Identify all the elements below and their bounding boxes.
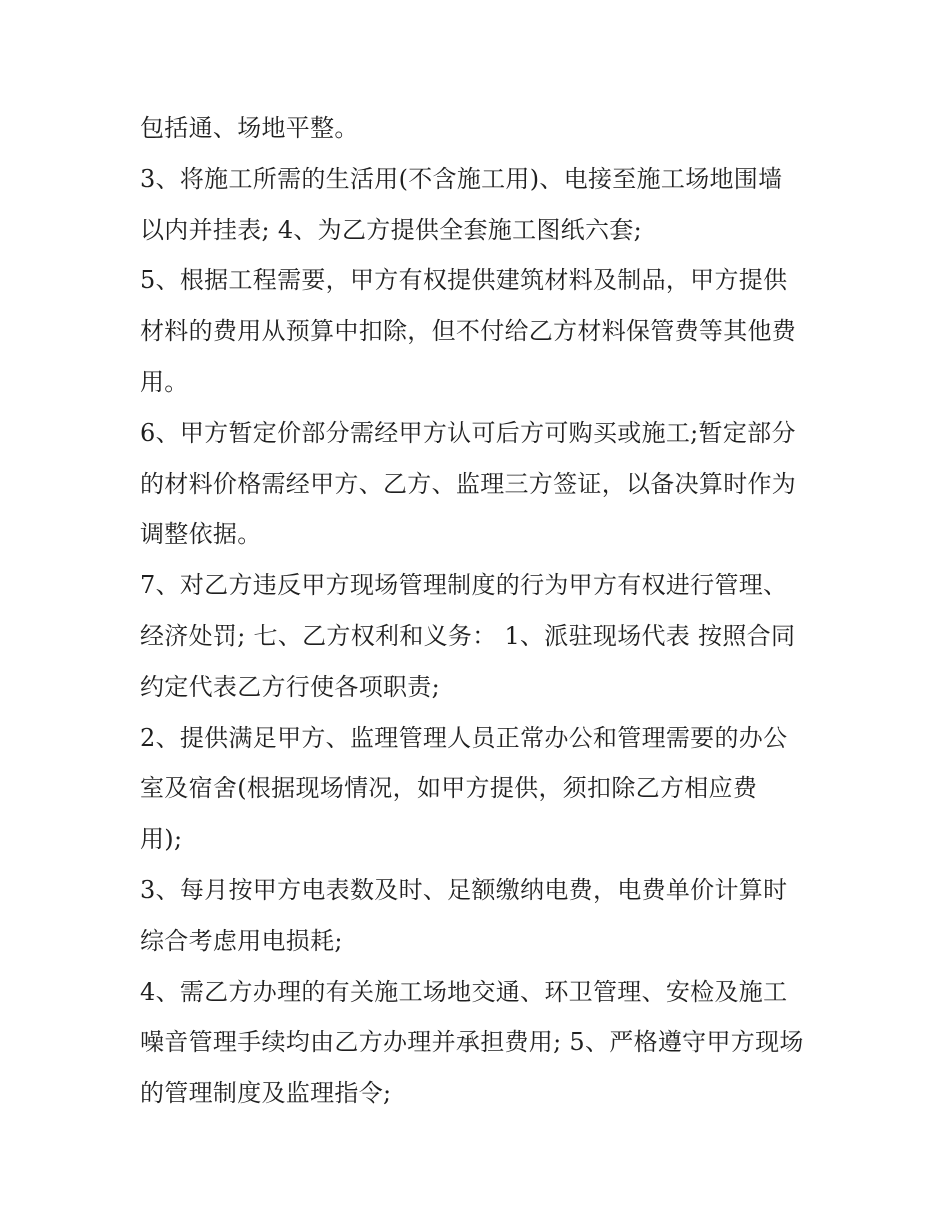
- text-line: 包括通、场地平整。: [140, 114, 359, 142]
- text-line: 综合考虑用电损耗;: [140, 926, 343, 955]
- text-line: 用);: [140, 825, 183, 854]
- text-line: 7、对乙方违反甲方现场管理制度的行为甲方有权进行管理、: [140, 571, 788, 600]
- text-line: 用。: [140, 367, 189, 396]
- text-line: 噪音管理手续均由乙方办理并承担费用; 5、严格遵守甲方现场: [140, 1028, 804, 1057]
- text-line: 3、将施工所需的生活用(不含施工用)、电接至施工场地围墙: [140, 164, 783, 193]
- text-line: 约定代表乙方行使各项职责;: [140, 672, 440, 701]
- text-line: 的管理制度及监理指令;: [140, 1079, 392, 1108]
- text-line: 经济处罚; 七、乙方权利和义务： 1、派驻现场代表 按照合同: [140, 621, 796, 650]
- text-line: 的材料价格需经甲方、乙方、监理三方签证，以备决算时作为: [140, 469, 797, 498]
- text-line: 3、每月按甲方电表数及时、足额缴纳电费，电费单价计算时: [140, 875, 788, 904]
- text-line: 调整依据。: [140, 520, 262, 549]
- text-line: 材料的费用从预算中扣除，但不付给乙方材料保管费等其他费: [140, 317, 797, 346]
- text-line: 5、根据工程需要，甲方有权提供建筑材料及制品，甲方提供: [140, 266, 788, 295]
- text-line: 室及宿舍(根据现场情况，如甲方提供，须扣除乙方相应费: [140, 774, 758, 803]
- text-line: 6、甲方暂定价部分需经甲方认可后方可购买或施工;暂定部分: [140, 418, 796, 447]
- text-line: 以内并挂表; 4、为乙方提供全套施工图纸六套;: [140, 215, 642, 244]
- text-line: 4、需乙方办理的有关施工场地交通、环卫管理、安检及施工: [140, 977, 788, 1006]
- text-line: 2、提供满足甲方、监理管理人员正常办公和管理需要的办公: [140, 723, 788, 752]
- document-body: [140, 103, 840, 1119]
